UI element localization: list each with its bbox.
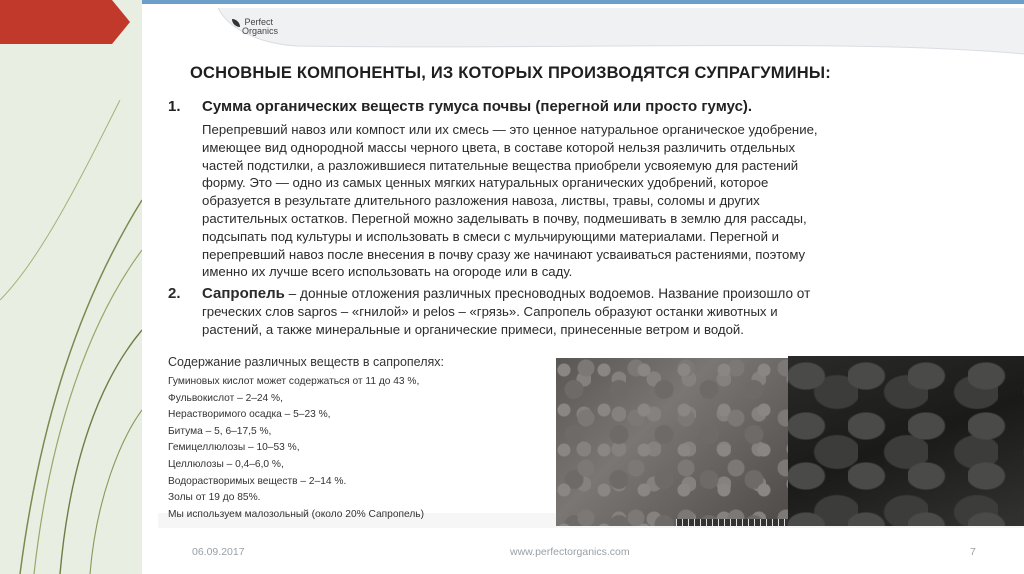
item1-number: 1.: [168, 98, 181, 115]
item2-first-line: – донные отложения различных пресноводных водоемов. Название произошло от: [284, 286, 811, 301]
leaf-icon: [232, 19, 240, 27]
list-item: Фульвокислот – 2–24 %,: [168, 392, 283, 404]
item1-paragraph: [202, 121, 992, 281]
item2-title-text: Сапропель: [202, 285, 285, 302]
inner-logo-line1: Perfect: [244, 17, 274, 27]
paragraph-line: имеющее вид однородной массы черного цвета, в составе которой нельзя различить отдельных: [202, 139, 796, 155]
paragraph-line: перепревший навоз после внесения в почву сразу же начинают усваиваться растениями, поэтому: [202, 246, 806, 262]
paragraph-line: образуется в результате длительного разложения навоза, листвы, травы, соломы и других: [202, 193, 760, 209]
header-wave-decoration: [158, 8, 1024, 58]
sapropel-dry-photo: [556, 358, 788, 526]
list-item: Гуминовых кислот может содержаться от 11 до 43 %,: [168, 376, 420, 387]
top-accent-line: [142, 0, 1024, 4]
paragraph-line: Перепревший навоз или компост или их смесь — это ценное натуральное органическое удобрение,: [202, 122, 818, 137]
paragraph-line: форму. Это — одно из самых ценных мягких натуральных органических удобрений, которое: [202, 175, 769, 191]
decorative-lines: [0, 0, 142, 574]
list-item: Водорастворимых веществ – 2–14 %.: [168, 475, 347, 487]
list-item: Целлюлозы – 0,4–6,0 %,: [168, 458, 284, 470]
page-number: 7: [970, 546, 976, 558]
list-item: Нерастворимого осадка – 5–23 %,: [168, 409, 331, 421]
page-title: ОСНОВНЫЕ КОМПОНЕНТЫ, ИЗ КОТОРЫХ ПРОИЗВОДЯТСЯ СУПРАГУМИНЫ:: [190, 64, 831, 82]
sapropel-wet-photo: [788, 356, 1024, 526]
paragraph-line: подсыпать под культуры и использовать в смеси с мульчирующими материалами. Перегной и: [202, 228, 780, 244]
composition-list: [168, 374, 424, 523]
paragraph-line: частей подстилки, а разложившиеся питательные вещества приобрели усвояемую для растений: [202, 157, 799, 173]
paragraph-line: растений, а также минеральные и органические примеси, принесенные ветром и водой.: [202, 321, 744, 337]
red-arrow-marker: [0, 0, 130, 44]
list-item: Мы используем малозольный (около 20% Сапропель): [168, 508, 424, 520]
inner-logo: [232, 18, 278, 36]
item2-paragraph: [202, 303, 992, 339]
inner-logo-line2: Organics: [242, 26, 279, 36]
list-item: Битума – 5, 6–17,5 %,: [168, 425, 272, 437]
footer-date: 06.09.2017: [192, 546, 245, 558]
paragraph-line: именно их лучше всего использовать на огороде или в саду.: [202, 264, 573, 280]
item1-title-text: Сумма органических веществ гумуса почвы (перегной или просто гумус).: [202, 98, 753, 115]
sidebar: [0, 0, 142, 574]
ruler-scale: [676, 519, 796, 526]
item2-title: [168, 285, 810, 302]
composition-title: Содержание различных веществ в сапропелях:: [168, 355, 444, 369]
item1-title: [168, 98, 752, 115]
item2-number: 2.: [168, 285, 181, 302]
list-item: Золы от 19 до 85%.: [168, 492, 261, 504]
list-item: Гемицеллюлозы – 10–53 %,: [168, 442, 300, 454]
paragraph-line: греческих слов sapros – «гнилой» и pelos – «грязь». Сапропель образуют останки животных и: [202, 304, 778, 319]
paragraph-line: растительных остатков. Перегной можно заделывать в почву, подмешивать в землю для рассады,: [202, 210, 807, 226]
footer-url: www.perfectorganics.com: [510, 546, 630, 558]
